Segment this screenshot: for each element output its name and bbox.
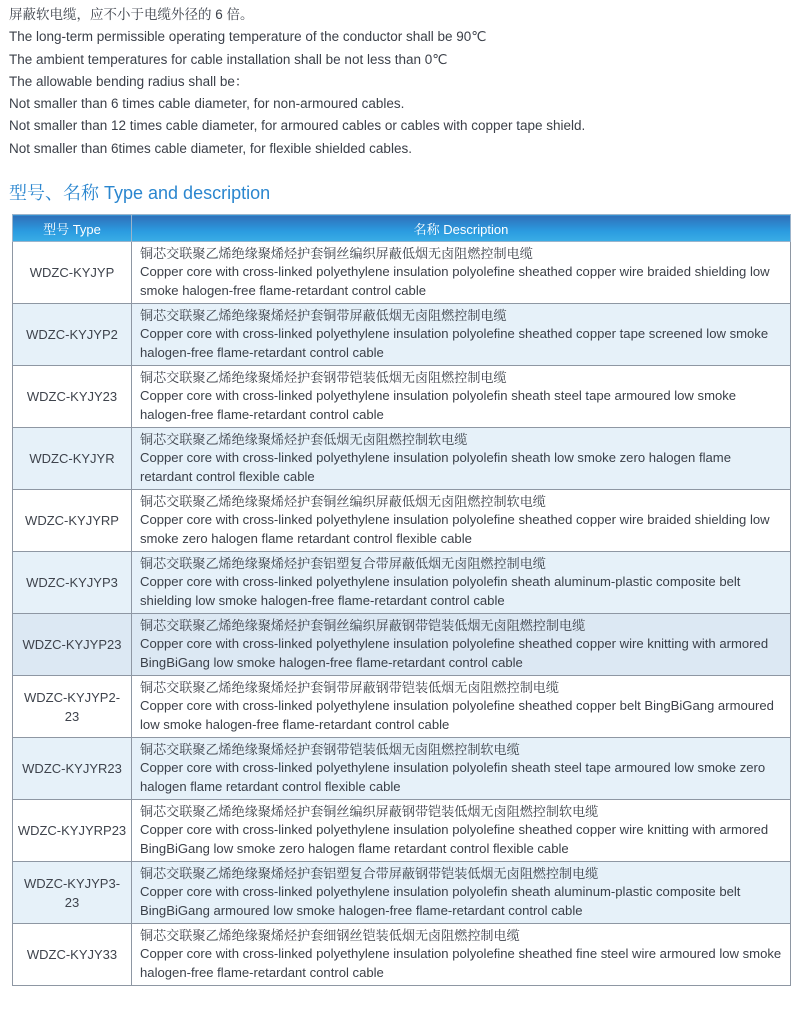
description-english: Copper core with cross-linked polyethylene insulation polyolefin sheath low smoke zero halogen flame retardant control flexible cable [140, 450, 731, 484]
description-english: Copper core with cross-linked polyethylene insulation polyolefin sheath aluminum-plastic composite belt BingBiGang armoured low smoke halogen-free flame-retardant control cable [140, 884, 741, 918]
description-english: Copper core with cross-linked polyethylene insulation polyolefine sheathed copper tape screened low smoke halogen-free flame-retardant control cable [140, 326, 769, 360]
table-row [13, 304, 791, 366]
description-chinese: 铜芯交联聚乙烯绝缘聚烯烃护套钢带铠装低烟无卤阻燃控制电缆 [140, 369, 507, 385]
intro-line: Not smaller than 6times cable diameter, for flexible shielded cables. [9, 140, 412, 156]
table-row [13, 242, 791, 304]
description-english: Copper core with cross-linked polyethylene insulation polyolefine sheathed copper wire braided shielding low smoke halogen-free flame-retardant control cable [140, 264, 770, 298]
type-cell: WDZC-KYJYP23 [13, 614, 132, 676]
type-cell: WDZC-KYJYP2 [13, 304, 132, 366]
description-chinese: 铜芯交联聚乙烯绝缘聚烯烃护套铜丝编织屏蔽低烟无卤阻燃控制电缆 [140, 245, 533, 261]
intro-line: The long-term permissible operating temperature of the conductor shall be 90℃ [9, 29, 487, 45]
type-cell: WDZC-KYJYP2-23 [13, 676, 132, 738]
table-header-row [13, 215, 791, 242]
intro-line: The ambient temperatures for cable installation shall be not less than 0℃ [9, 51, 448, 67]
table-row [13, 738, 791, 800]
table-row [13, 800, 791, 862]
section-title: 型号、名称 Type and description [9, 183, 271, 203]
type-cell: WDZC-KYJYP3-23 [13, 862, 132, 924]
description-chinese: 铜芯交联聚乙烯绝缘聚烯烃护套铜带屏蔽低烟无卤阻燃控制电缆 [140, 307, 507, 323]
type-cell: WDZC-KYJY23 [13, 366, 132, 428]
description-cell [132, 304, 791, 366]
description-cell [132, 924, 791, 986]
type-cell: WDZC-KYJYR23 [13, 738, 132, 800]
description-chinese: 铜芯交联聚乙烯绝缘聚烯烃护套铜丝编织屏蔽钢带铠装低烟无卤阻燃控制软电缆 [140, 803, 599, 819]
description-cell [132, 366, 791, 428]
type-column-header: 型号 Type [13, 215, 132, 242]
type-cell: WDZC-KYJYP3 [13, 552, 132, 614]
description-column-header: 名称 Description [132, 215, 791, 242]
table-row [13, 862, 791, 924]
description-chinese: 铜芯交联聚乙烯绝缘聚烯烃护套铝塑复合带屏蔽钢带铠装低烟无卤阻燃控制电缆 [140, 865, 599, 881]
description-english: Copper core with cross-linked polyethylene insulation polyolefine sheathed copper wire knitting with armored BingBiGang low smoke zero halogen flame retardant control flexible cable [140, 822, 769, 856]
type-cell: WDZC-KYJYR [13, 428, 132, 490]
description-chinese: 铜芯交联聚乙烯绝缘聚烯烃护套铝塑复合带屏蔽低烟无卤阻燃控制电缆 [140, 555, 546, 571]
description-cell [132, 614, 791, 676]
description-cell [132, 552, 791, 614]
description-english: Copper core with cross-linked polyethylene insulation polyolefine sheathed copper belt BingBiGang armoured low smoke halogen-free flame-retardant control cable [140, 698, 774, 732]
intro-line: Not smaller than 6 times cable diameter, for non-armoured cables. [9, 96, 405, 112]
intro-line: 屏蔽软电缆，应不小于电缆外径的 6 倍。 [9, 7, 254, 22]
type-cell: WDZC-KYJYRP23 [13, 800, 132, 862]
table-row [13, 552, 791, 614]
description-cell [132, 242, 791, 304]
description-chinese: 铜芯交联聚乙烯绝缘聚烯烃护套铜丝编织屏蔽低烟无卤阻燃控制软电缆 [140, 493, 546, 509]
description-chinese: 铜芯交联聚乙烯绝缘聚烯烃护套低烟无卤阻燃控制软电缆 [140, 431, 468, 447]
type-cell: WDZC-KYJY33 [13, 924, 132, 986]
description-cell [132, 428, 791, 490]
description-chinese: 铜芯交联聚乙烯绝缘聚烯烃护套铜丝编织屏蔽钢带铠装低烟无卤阻燃控制电缆 [140, 617, 586, 633]
description-cell [132, 490, 791, 552]
type-cell: WDZC-KYJYRP [13, 490, 132, 552]
intro-line: Not smaller than 12 times cable diameter, for armoured cables or cables with copper tape shield. [9, 118, 586, 134]
description-english: Copper core with cross-linked polyethylene insulation polyolefin sheath steel tape armoured low smoke halogen-free flame-retardant control cable [140, 388, 737, 422]
description-chinese: 铜芯交联聚乙烯绝缘聚烯烃护套钢带铠装低烟无卤阻燃控制软电缆 [140, 741, 520, 757]
description-cell [132, 676, 791, 738]
description-chinese: 铜芯交联聚乙烯绝缘聚烯烃护套细钢丝铠装低烟无卤阻燃控制电缆 [140, 927, 520, 943]
description-english: Copper core with cross-linked polyethylene insulation polyolefine sheathed copper wire knitting with armored BingBiGang low smoke halogen-free flame-retardant control cable [140, 636, 769, 670]
description-english: Copper core with cross-linked polyethylene insulation polyolefin sheath aluminum-plastic composite belt shielding low smoke halogen-free flame-retardant control cable [140, 574, 741, 608]
table-row [13, 676, 791, 738]
description-english: Copper core with cross-linked polyethylene insulation polyolefine sheathed copper wire braided shielding low smoke zero halogen flame retardant control flexible cable [140, 512, 770, 546]
table-row [13, 924, 791, 986]
intro-line: The allowable bending radius shall be： [9, 73, 249, 89]
intro-text [9, 4, 789, 160]
description-cell [132, 862, 791, 924]
description-english: Copper core with cross-linked polyethylene insulation polyolefine sheathed fine steel wire armoured low smoke halogen-free flame-retardant control cable [140, 946, 782, 980]
table-row [13, 614, 791, 676]
table-row [13, 428, 791, 490]
table-row [13, 490, 791, 552]
table-row [13, 366, 791, 428]
description-english: Copper core with cross-linked polyethylene insulation polyolefin sheath steel tape armoured low smoke zero halogen flame retardant control flexible cable [140, 760, 766, 794]
cable-type-table [12, 214, 791, 986]
description-cell [132, 738, 791, 800]
description-chinese: 铜芯交联聚乙烯绝缘聚烯烃护套铜带屏蔽钢带铠装低烟无卤阻燃控制电缆 [140, 679, 559, 695]
type-cell: WDZC-KYJYP [13, 242, 132, 304]
description-cell [132, 800, 791, 862]
